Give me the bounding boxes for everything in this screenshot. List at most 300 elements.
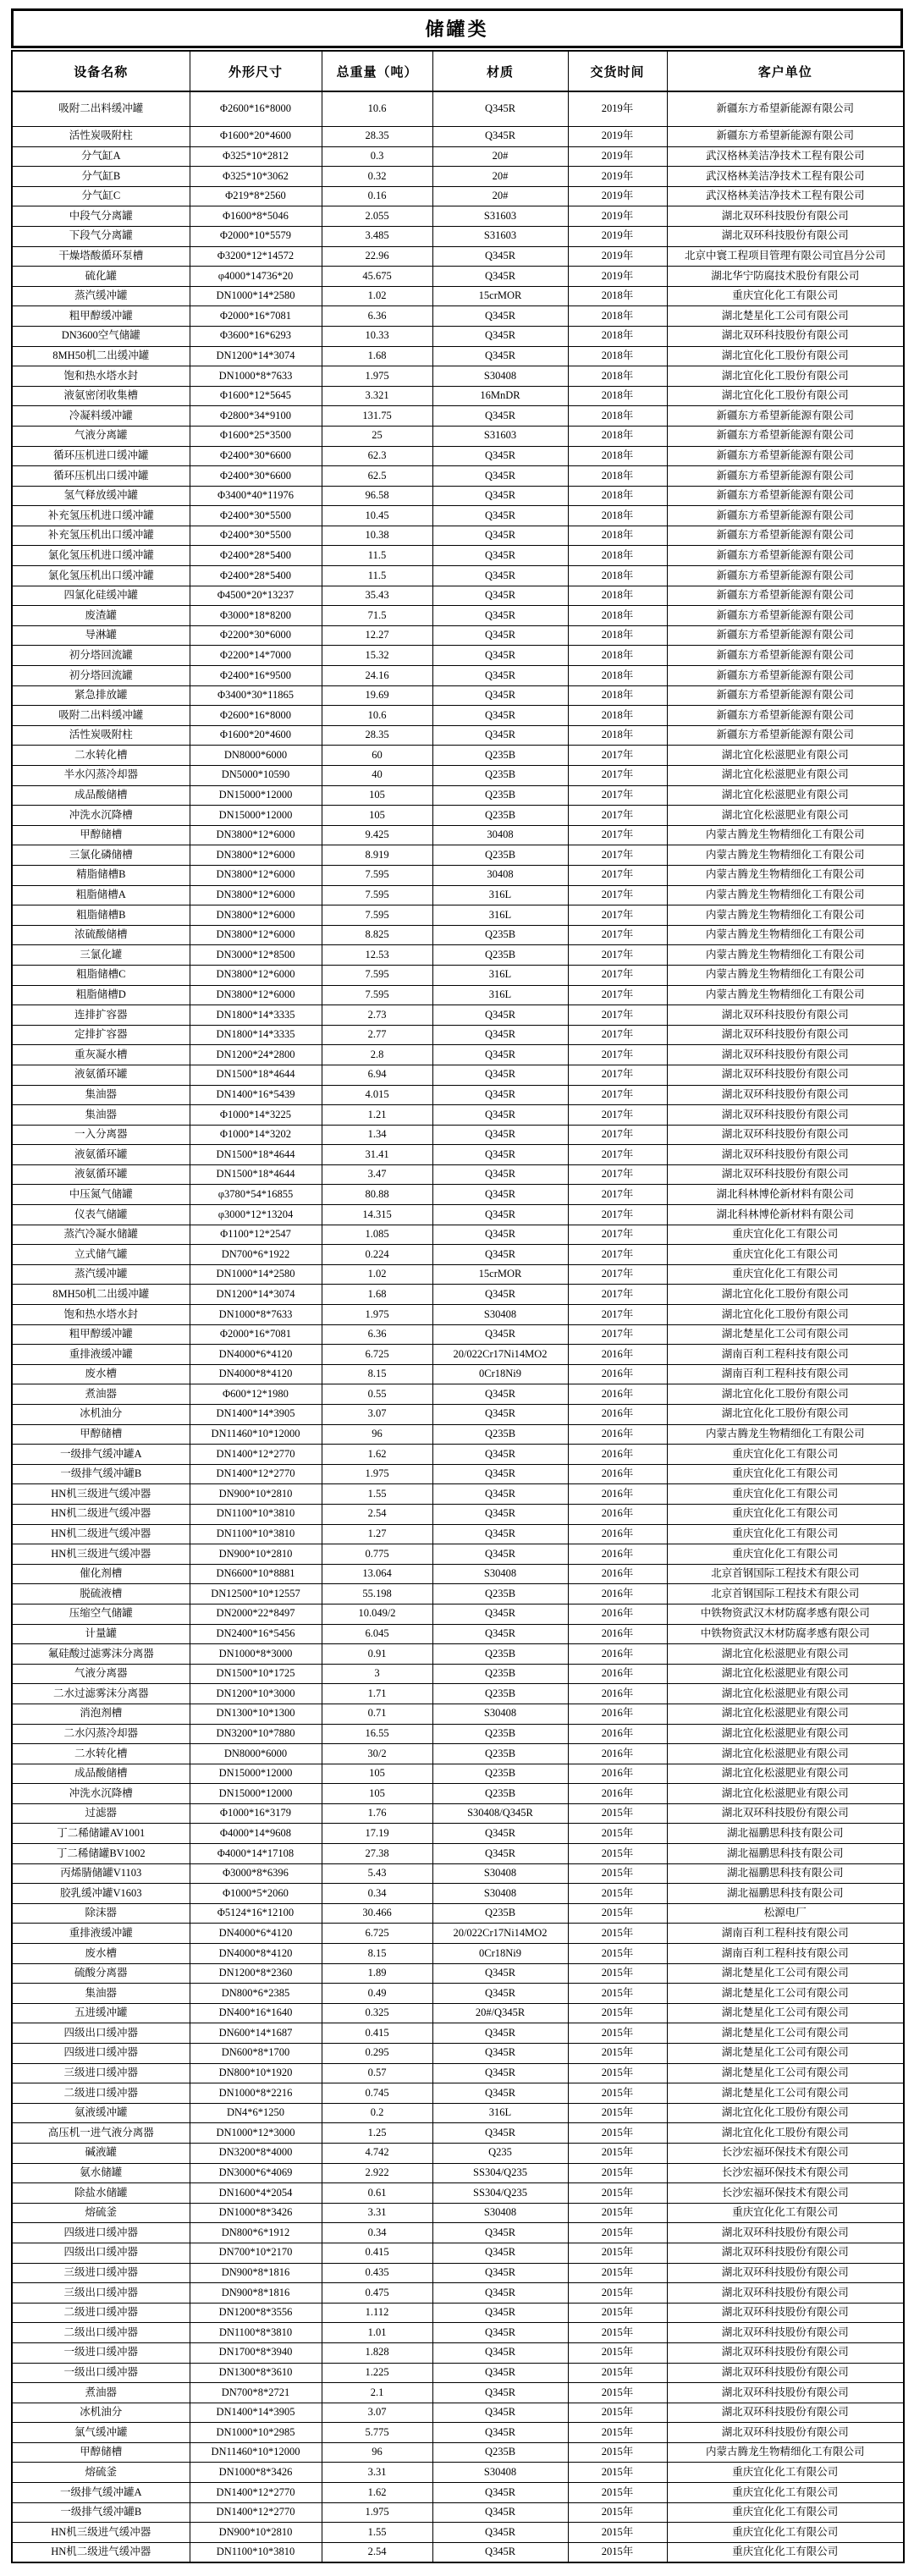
cell-customer: 湖北楚星化工公司有限公司 <box>667 2003 904 2023</box>
cell-equipment-name: 集油器 <box>12 1085 190 1105</box>
cell-equipment-name: 冷凝料缓冲罐 <box>12 406 190 427</box>
cell-material: Q345R <box>432 1185 568 1205</box>
table-row <box>12 2223 904 2243</box>
cell-customer: 新疆东方希望新能源有限公司 <box>667 506 904 526</box>
cell-delivery-year: 2017年 <box>568 1145 667 1165</box>
cell-material: 316L <box>432 965 568 985</box>
cell-customer: 湖北宜化松滋肥业有限公司 <box>667 1664 904 1684</box>
cell-delivery-year: 2015年 <box>568 1903 667 1924</box>
cell-weight: 10.38 <box>322 526 432 546</box>
table-row <box>12 2044 904 2064</box>
cell-equipment-name: 二级进口缓冲器 <box>12 2083 190 2104</box>
cell-equipment-name: 除盐水储罐 <box>12 2183 190 2204</box>
cell-dimensions: Φ2000*16*7081 <box>190 1324 322 1345</box>
cell-dimensions: DN1700*8*3940 <box>190 2342 322 2363</box>
cell-weight: 1.975 <box>322 2502 432 2523</box>
cell-dimensions: DN4000*8*4120 <box>190 1364 322 1384</box>
cell-equipment-name: 四级进口缓冲器 <box>12 2044 190 2064</box>
cell-customer: 湖北宜化化工股份有限公司 <box>667 2103 904 2123</box>
cell-customer: 湖北双环科技股份有限公司 <box>667 2323 904 2343</box>
cell-dimensions: DN800*6*1912 <box>190 2223 322 2243</box>
cell-delivery-year: 2016年 <box>568 1544 667 1565</box>
cell-customer: 重庆宜化化工有限公司 <box>667 2542 904 2562</box>
cell-weight: 31.41 <box>322 1145 432 1165</box>
cell-equipment-name: 紧急排放罐 <box>12 685 190 706</box>
cell-customer: 重庆宜化化工有限公司 <box>667 1245 904 1265</box>
cell-dimensions: DN11460*10*12000 <box>190 1424 322 1445</box>
cell-material: 20#/Q345R <box>432 2003 568 2023</box>
cell-customer: 湖北双环科技股份有限公司 <box>667 2243 904 2263</box>
cell-material: S30408 <box>432 1704 568 1724</box>
cell-dimensions: DN5000*10590 <box>190 766 322 786</box>
cell-equipment-name: 丁二稀储罐AV1001 <box>12 1824 190 1844</box>
cell-equipment-name: 吸附二出料缓冲罐 <box>12 91 190 127</box>
table-row <box>12 586 904 606</box>
table-row <box>12 1924 904 1944</box>
table-row <box>12 446 904 466</box>
cell-material: 30408 <box>432 825 568 845</box>
cell-dimensions: DN1000*14*2580 <box>190 1264 322 1285</box>
cell-dimensions: Φ4000*14*9608 <box>190 1824 322 1844</box>
cell-weight: 80.88 <box>322 1185 432 1205</box>
cell-weight: 0.2 <box>322 2103 432 2123</box>
cell-material: Q345R <box>432 2383 568 2403</box>
cell-dimensions: Φ3000*8*6396 <box>190 1863 322 1884</box>
cell-equipment-name: 氢气释放缓冲罐 <box>12 486 190 506</box>
cell-equipment-name: 成品酸储槽 <box>12 785 190 806</box>
cell-delivery-year: 2017年 <box>568 885 667 905</box>
cell-material: Q345R <box>432 725 568 746</box>
cell-customer: 湖北双环科技股份有限公司 <box>667 2263 904 2283</box>
cell-dimensions: DN1400*14*3905 <box>190 2403 322 2423</box>
cell-dimensions: Φ2600*16*8000 <box>190 706 322 726</box>
cell-equipment-name: HN机三级进气缓冲器 <box>12 1544 190 1565</box>
cell-material: 16MnDR <box>432 386 568 406</box>
cell-weight: 2.055 <box>322 206 432 227</box>
table-row <box>12 2163 904 2183</box>
cell-weight: 11.5 <box>322 546 432 566</box>
table-row <box>12 1963 904 1984</box>
cell-material: Q345R <box>432 326 568 346</box>
cell-weight: 10.33 <box>322 326 432 346</box>
table-header <box>12 51 904 91</box>
cell-material: Q345R <box>432 666 568 686</box>
cell-equipment-name: HN机二级进气缓冲器 <box>12 1504 190 1524</box>
table-row <box>12 1205 904 1225</box>
cell-equipment-name: 成品酸储槽 <box>12 1764 190 1784</box>
cell-dimensions: DN3800*12*6000 <box>190 985 322 1005</box>
table-row <box>12 985 904 1005</box>
cell-equipment-name: 一级出口缓冲器 <box>12 2363 190 2383</box>
cell-delivery-year: 2015年 <box>568 2223 667 2243</box>
cell-weight: 8.15 <box>322 1364 432 1384</box>
table-row <box>12 2403 904 2423</box>
cell-material: Q235B <box>432 925 568 945</box>
cell-dimensions: DN6600*10*8881 <box>190 1564 322 1584</box>
cell-dimensions: DN2000*22*8497 <box>190 1604 322 1624</box>
cell-weight: 10.6 <box>322 91 432 127</box>
cell-material: Q235B <box>432 785 568 806</box>
cell-material: S30408 <box>432 366 568 387</box>
cell-dimensions: DN8000*6000 <box>190 746 322 766</box>
cell-weight: 16.55 <box>322 1724 432 1744</box>
cell-equipment-name: 粗甲醇缓冲罐 <box>12 1324 190 1345</box>
cell-weight: 1.62 <box>322 1445 432 1465</box>
cell-delivery-year: 2018年 <box>568 346 667 366</box>
cell-material: Q345R <box>432 646 568 666</box>
cell-dimensions: DN1200*10*3000 <box>190 1684 322 1704</box>
table-row <box>12 1245 904 1265</box>
cell-delivery-year: 2015年 <box>568 2463 667 2483</box>
cell-customer: 新疆东方希望新能源有限公司 <box>667 406 904 427</box>
cell-material: Q345R <box>432 1085 568 1105</box>
cell-equipment-name: 三氯化罐 <box>12 945 190 966</box>
cell-delivery-year: 2015年 <box>568 2502 667 2523</box>
cell-equipment-name: 补充氢压机出口缓冲罐 <box>12 526 190 546</box>
cell-customer: 重庆宜化化工有限公司 <box>667 1544 904 1565</box>
cell-delivery-year: 2015年 <box>568 2423 667 2443</box>
cell-customer: 湖北楚星化工公司有限公司 <box>667 2023 904 2044</box>
table-row <box>12 1105 904 1126</box>
cell-weight: 0.325 <box>322 2003 432 2023</box>
cell-material: Q345R <box>432 466 568 487</box>
table-row <box>12 506 904 526</box>
cell-delivery-year: 2016年 <box>568 1784 667 1804</box>
cell-dimensions: Φ2200*14*7000 <box>190 646 322 666</box>
table-row <box>12 1045 904 1065</box>
cell-material: 20# <box>432 186 568 206</box>
cell-equipment-name: 气液分离罐 <box>12 426 190 446</box>
table-row <box>12 1824 904 1844</box>
cell-weight: 0.3 <box>322 146 432 167</box>
cell-delivery-year: 2015年 <box>568 2523 667 2543</box>
cell-delivery-year: 2017年 <box>568 806 667 826</box>
cell-customer: 湖北楚星化工公司有限公司 <box>667 2063 904 2083</box>
cell-delivery-year: 2015年 <box>568 2243 667 2263</box>
cell-customer: 新疆东方希望新能源有限公司 <box>667 586 904 606</box>
cell-weight: 2.54 <box>322 2542 432 2562</box>
cell-customer: 湖北福鹏思科技有限公司 <box>667 1844 904 1864</box>
cell-equipment-name: 三氯化磷储槽 <box>12 845 190 866</box>
cell-equipment-name: 一级排气缓冲罐A <box>12 2483 190 2503</box>
cell-material: Q345R <box>432 706 568 726</box>
cell-equipment-name: HN机二级进气缓冲器 <box>12 2542 190 2562</box>
cell-equipment-name: 二水过滤雾沫分离器 <box>12 1684 190 1704</box>
cell-weight: 1.71 <box>322 1684 432 1704</box>
cell-dimensions: Φ2400*28*5400 <box>190 566 322 586</box>
cell-delivery-year: 2018年 <box>568 306 667 327</box>
cell-material: Q345R <box>432 1285 568 1305</box>
cell-delivery-year: 2017年 <box>568 1225 667 1245</box>
cell-customer: 内蒙古腾龙生物精细化工有限公司 <box>667 885 904 905</box>
table-row <box>12 1285 904 1305</box>
table-row <box>12 2442 904 2463</box>
cell-customer: 重庆宜化化工有限公司 <box>667 2203 904 2223</box>
cell-delivery-year: 2015年 <box>568 2023 667 2044</box>
cell-equipment-name: 粗甲醇缓冲罐 <box>12 306 190 327</box>
table-row <box>12 1764 904 1784</box>
cell-weight: 0.415 <box>322 2243 432 2263</box>
cell-material: Q345R <box>432 1604 568 1624</box>
cell-delivery-year: 2017年 <box>568 1125 667 1145</box>
cell-weight: 3.47 <box>322 1164 432 1185</box>
table-row <box>12 885 904 905</box>
cell-weight: 0.91 <box>322 1644 432 1665</box>
cell-customer: 内蒙古腾龙生物精细化工有限公司 <box>667 905 904 926</box>
cell-equipment-name: 初分塔回流罐 <box>12 646 190 666</box>
cell-delivery-year: 2018年 <box>568 546 667 566</box>
cell-customer: 北京中寰工程项目管理有限公司宜昌分公司 <box>667 246 904 267</box>
cell-equipment-name: 粗脂储槽D <box>12 985 190 1005</box>
cell-material: 20# <box>432 146 568 167</box>
cell-weight: 1.085 <box>322 1225 432 1245</box>
cell-material: S30408 <box>432 1863 568 1884</box>
table-row <box>12 2383 904 2403</box>
cell-weight: 6.36 <box>322 1324 432 1345</box>
cell-dimensions: Φ1000*5*2060 <box>190 1884 322 1904</box>
cell-delivery-year: 2015年 <box>568 1844 667 1864</box>
cell-delivery-year: 2018年 <box>568 486 667 506</box>
cell-customer: 新疆东方希望新能源有限公司 <box>667 685 904 706</box>
cell-material: 0Cr18Ni9 <box>432 1944 568 1964</box>
cell-delivery-year: 2017年 <box>568 1045 667 1065</box>
cell-customer: 重庆宜化化工有限公司 <box>667 1464 904 1484</box>
cell-delivery-year: 2016年 <box>568 1744 667 1764</box>
cell-customer: 内蒙古腾龙生物精细化工有限公司 <box>667 945 904 966</box>
cell-equipment-name: 立式储气罐 <box>12 1245 190 1265</box>
cell-equipment-name: 氯气缓冲罐 <box>12 2423 190 2443</box>
table-row <box>12 806 904 826</box>
cell-dimensions: DN1300*10*1300 <box>190 1704 322 1724</box>
cell-weight: 22.96 <box>322 246 432 267</box>
cell-delivery-year: 2017年 <box>568 1305 667 1325</box>
cell-equipment-name: 蒸汽缓冲罐 <box>12 1264 190 1285</box>
cell-customer: 重庆宜化化工有限公司 <box>667 2523 904 2543</box>
cell-delivery-year: 2018年 <box>568 586 667 606</box>
cell-delivery-year: 2019年 <box>568 206 667 227</box>
cell-equipment-name: 一级排气缓冲罐A <box>12 1445 190 1465</box>
cell-dimensions: Φ1000*14*3225 <box>190 1105 322 1126</box>
cell-weight: 1.112 <box>322 2303 432 2323</box>
cell-weight: 1.25 <box>322 2123 432 2144</box>
column-header-material: 材质 <box>432 51 568 91</box>
cell-dimensions: Φ325*10*3062 <box>190 167 322 187</box>
cell-weight: 0.415 <box>322 2023 432 2044</box>
cell-customer: 湖北双环科技股份有限公司 <box>667 1045 904 1065</box>
cell-equipment-name: 三级进口缓冲器 <box>12 2263 190 2283</box>
cell-equipment-name: 废水槽 <box>12 1944 190 1964</box>
table-row <box>12 2203 904 2223</box>
cell-dimensions: DN1400*16*5439 <box>190 1085 322 1105</box>
cell-weight: 1.89 <box>322 1963 432 1984</box>
cell-equipment-name: 消泡剂槽 <box>12 1704 190 1724</box>
cell-dimensions: DN800*6*2385 <box>190 1984 322 2004</box>
cell-dimensions: DN900*10*2810 <box>190 2523 322 2543</box>
cell-material: 20/022Cr17Ni14MO2 <box>432 1345 568 1365</box>
cell-delivery-year: 2018年 <box>568 685 667 706</box>
table-row <box>12 566 904 586</box>
table-row <box>12 2123 904 2144</box>
cell-equipment-name: 冰机油分 <box>12 1405 190 1425</box>
cell-equipment-name: 分气缸A <box>12 146 190 167</box>
cell-dimensions: Φ4000*14*17108 <box>190 1844 322 1864</box>
cell-dimensions: DN1000*8*3426 <box>190 2203 322 2223</box>
cell-weight: 0.57 <box>322 2063 432 2083</box>
cell-delivery-year: 2015年 <box>568 1863 667 1884</box>
cell-equipment-name: 二水转化槽 <box>12 1744 190 1764</box>
cell-dimensions: DN4000*6*4120 <box>190 1345 322 1365</box>
cell-customer: 湖北科林博伦新材料有限公司 <box>667 1185 904 1205</box>
cell-dimensions: DN3200*10*7880 <box>190 1724 322 1744</box>
table-row <box>12 1125 904 1145</box>
cell-customer: 湖北双环科技股份有限公司 <box>667 206 904 227</box>
cell-delivery-year: 2016年 <box>568 1524 667 1544</box>
cell-equipment-name: 仪表气储罐 <box>12 1205 190 1225</box>
cell-equipment-name: 甲醇储槽 <box>12 825 190 845</box>
cell-weight: 15.32 <box>322 646 432 666</box>
cell-customer: 湖北楚星化工公司有限公司 <box>667 1963 904 1984</box>
cell-customer: 湖北宜化化工股份有限公司 <box>667 386 904 406</box>
cell-dimensions: Φ2200*30*6000 <box>190 625 322 646</box>
cell-material: Q345R <box>432 1464 568 1484</box>
cell-equipment-name: 计量罐 <box>12 1624 190 1644</box>
cell-material: 316L <box>432 2103 568 2123</box>
cell-delivery-year: 2015年 <box>568 2323 667 2343</box>
cell-material: Q235B <box>432 1784 568 1804</box>
cell-dimensions: Φ2400*28*5400 <box>190 546 322 566</box>
table-row <box>12 526 904 546</box>
cell-material: Q345R <box>432 1384 568 1405</box>
cell-delivery-year: 2017年 <box>568 1164 667 1185</box>
cell-delivery-year: 2015年 <box>568 2163 667 2183</box>
cell-equipment-name: 丁二稀储罐BV1002 <box>12 1844 190 1864</box>
cell-dimensions: DN11460*10*12000 <box>190 2442 322 2463</box>
cell-delivery-year: 2018年 <box>568 286 667 306</box>
cell-dimensions: Φ3400*30*11865 <box>190 685 322 706</box>
cell-delivery-year: 2015年 <box>568 2003 667 2023</box>
cell-weight: 7.595 <box>322 965 432 985</box>
cell-delivery-year: 2016年 <box>568 1484 667 1505</box>
cell-delivery-year: 2017年 <box>568 1185 667 1205</box>
cell-dimensions: Φ3000*18*8200 <box>190 606 322 626</box>
cell-equipment-name: 硫化罐 <box>12 267 190 287</box>
cell-material: Q345R <box>432 246 568 267</box>
cell-weight: 7.595 <box>322 865 432 885</box>
table-row <box>12 546 904 566</box>
cell-equipment-name: 熔硫釜 <box>12 2463 190 2483</box>
cell-material: Q345R <box>432 1484 568 1505</box>
cell-delivery-year: 2015年 <box>568 2542 667 2562</box>
cell-weight: 0.71 <box>322 1704 432 1724</box>
cell-weight: 13.064 <box>322 1564 432 1584</box>
cell-material: Q345R <box>432 606 568 626</box>
cell-material: Q345R <box>432 1205 568 1225</box>
cell-customer: 湖北宜化松滋肥业有限公司 <box>667 1784 904 1804</box>
cell-dimensions: DN3800*12*6000 <box>190 965 322 985</box>
cell-customer: 湖北宜化化工股份有限公司 <box>667 1384 904 1405</box>
cell-dimensions: DN2400*16*5456 <box>190 1624 322 1644</box>
cell-customer: 湖北福鹏思科技有限公司 <box>667 1863 904 1884</box>
cell-dimensions: DN700*6*1922 <box>190 1245 322 1265</box>
cell-delivery-year: 2015年 <box>568 1924 667 1944</box>
cell-delivery-year: 2018年 <box>568 606 667 626</box>
cell-weight: 14.315 <box>322 1205 432 1225</box>
cell-delivery-year: 2017年 <box>568 1285 667 1305</box>
cell-equipment-name: 硫酸分离器 <box>12 1963 190 1984</box>
table-row <box>12 1145 904 1165</box>
cell-weight: 30/2 <box>322 1744 432 1764</box>
column-header-total-weight: 总重量（吨） <box>322 51 432 91</box>
cell-weight: 1.62 <box>322 2483 432 2503</box>
cell-equipment-name: 液氨循环罐 <box>12 1164 190 1185</box>
cell-weight: 105 <box>322 785 432 806</box>
cell-equipment-name: 干燥塔酸循环泵槽 <box>12 246 190 267</box>
cell-dimensions: DN15000*12000 <box>190 806 322 826</box>
cell-material: Q345R <box>432 526 568 546</box>
cell-delivery-year: 2017年 <box>568 905 667 926</box>
cell-equipment-name: 胶乳缓冲罐V1603 <box>12 1884 190 1904</box>
cell-material: Q345R <box>432 91 568 127</box>
cell-material: Q345R <box>432 586 568 606</box>
cell-customer: 长沙宏福环保技术有限公司 <box>667 2143 904 2163</box>
cell-delivery-year: 2017年 <box>568 1205 667 1225</box>
cell-material: Q345R <box>432 2303 568 2323</box>
cell-delivery-year: 2016年 <box>568 1684 667 1704</box>
cell-customer: 新疆东方希望新能源有限公司 <box>667 546 904 566</box>
cell-weight: 55.198 <box>322 1584 432 1604</box>
cell-customer: 湖北楚星化工公司有限公司 <box>667 2044 904 2064</box>
table-row <box>12 1624 904 1644</box>
cell-dimensions: DN1000*8*3000 <box>190 1644 322 1665</box>
cell-equipment-name: 甲醇储槽 <box>12 2442 190 2463</box>
cell-dimensions: DN1500*10*1725 <box>190 1664 322 1684</box>
cell-dimensions: DN400*16*1640 <box>190 2003 322 2023</box>
cell-dimensions: DN3000*12*8500 <box>190 945 322 966</box>
cell-dimensions: DN4000*6*4120 <box>190 1924 322 1944</box>
cell-equipment-name: 四级进口缓冲器 <box>12 2223 190 2243</box>
cell-delivery-year: 2018年 <box>568 625 667 646</box>
cell-weight: 2.77 <box>322 1025 432 1045</box>
cell-material: Q235B <box>432 1644 568 1665</box>
cell-weight: 1.02 <box>322 286 432 306</box>
cell-customer: 新疆东方希望新能源有限公司 <box>667 646 904 666</box>
cell-weight: 10.45 <box>322 506 432 526</box>
cell-delivery-year: 2015年 <box>568 2363 667 2383</box>
cell-equipment-name: 二水闪蒸冷却器 <box>12 1724 190 1744</box>
cell-customer: 湖北楚星化工公司有限公司 <box>667 1984 904 2004</box>
cell-weight: 4.015 <box>322 1085 432 1105</box>
cell-delivery-year: 2016年 <box>568 1424 667 1445</box>
cell-customer: 湖北宜化松滋肥业有限公司 <box>667 1704 904 1724</box>
table-row <box>12 1604 904 1624</box>
cell-customer: 湖北宜化松滋肥业有限公司 <box>667 1764 904 1784</box>
cell-material: Q235B <box>432 766 568 786</box>
cell-weight: 96.58 <box>322 486 432 506</box>
cell-weight: 0.475 <box>322 2283 432 2304</box>
cell-customer: 湖北双环科技股份有限公司 <box>667 2303 904 2323</box>
cell-material: Q345R <box>432 1963 568 1984</box>
table-row <box>12 1844 904 1864</box>
cell-material: Q345R <box>432 127 568 147</box>
cell-material: Q345R <box>432 2283 568 2304</box>
table-row <box>12 865 904 885</box>
cell-weight: 3.485 <box>322 226 432 246</box>
cell-customer: 湖北双环科技股份有限公司 <box>667 2403 904 2423</box>
cell-customer: 湖北楚星化工公司有限公司 <box>667 306 904 327</box>
cell-delivery-year: 2016年 <box>568 1764 667 1784</box>
table-row <box>12 1324 904 1345</box>
cell-dimensions: Φ600*12*1980 <box>190 1384 322 1405</box>
